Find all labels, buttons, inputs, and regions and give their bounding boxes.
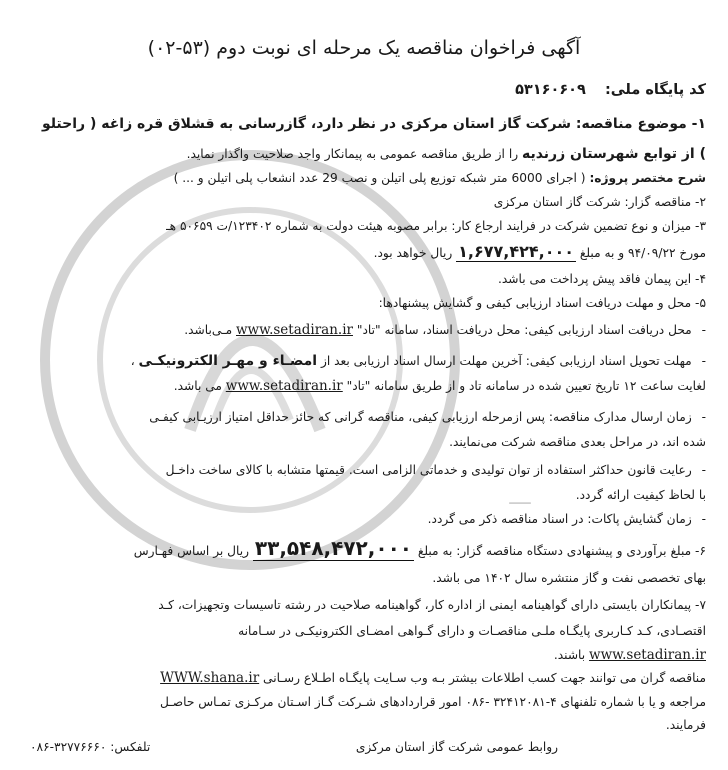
svg-text:—: —	[508, 488, 532, 516]
summary-line	[20, 170, 706, 186]
bullet4-line-b: با لحاظ کیفیت ارائه گردد.	[575, 488, 706, 502]
item5-line: ۵- محل و مهلت دریافت اسناد ارزیابی کیفی و گشایش پیشنهادها:	[378, 296, 706, 310]
item7-line-b: اقتصـادی، کـد کـاربری پایگـاه ملـی مناقصـات و دارای گـواهی امضـای الکترونیکـی در سـامانه	[238, 624, 706, 638]
summary-text: ( اجرای 6000 متر شبکه توزیع پلی اتیلن و نصب 29 عدد انشعاب پلی اتیلن و ... )	[173, 171, 586, 185]
item6-post: ریال بر اساس فهـارس	[133, 544, 250, 558]
bullet1-line	[20, 322, 706, 338]
bullet2-line-b	[20, 378, 706, 394]
item7-line-a: ۷- پیمانکاران بایستی دارای گواهینامه ایمنی از اداره کار، گواهینامه صلاحیت در رشته تاسیسات وتجهیزات، کـد	[158, 598, 706, 612]
item3-pre: مورخ ۹۴/۰۹/۲۲ و به مبلغ	[579, 246, 706, 260]
item6-line-b: بهای تخصصی نفت و گاز منتشره سال ۱۴۰۲ می باشد.	[432, 571, 706, 585]
item6-line-a	[20, 536, 706, 560]
setadiran-link-2[interactable]: www.setadiran.ir	[225, 378, 343, 394]
bullet2-line-a	[20, 353, 706, 369]
closing-pre: مناقصه گران می توانند جهت کسب اطلاعات بیشتر بـه وب سـایت پایگـاه اطـلاع رسـانی	[263, 671, 706, 685]
item3-post: ریال خواهد بود.	[373, 246, 453, 260]
bullet2-line2-pre: لغایت ساعت ۱۲ تاریخ تعیین شده در سامانه تاد و از طریق سامانه "تاد"	[346, 379, 706, 393]
item1-line-b	[20, 146, 706, 162]
bullet2-pre: مهلت تحویل اسناد ارزیابی کیفی: آخرین مهلت ارسال اسناد ارزیابی بعد از	[320, 354, 692, 368]
bullet1-post: مـی‌باشد.	[184, 323, 233, 337]
footer-fax: تلفکس: ۳۲۷۷۶۶۶۰-۰۸۶	[30, 740, 151, 754]
item7-line-c	[20, 647, 706, 663]
bullet5-line	[20, 511, 706, 527]
bullet4-line-a	[20, 462, 706, 478]
summary-label: شرح مختصر پروژه:	[589, 171, 706, 185]
item3-line-a: ۳- میزان و نوع تضمین شرکت در فرایند ارجاع کار: برابر مصوبه هیئت دولت به شماره ۱۲۳۴۰۲/ت ۵۰۶۵۹ هـ	[166, 219, 706, 233]
item7-post: باشند.	[553, 648, 586, 662]
bullet5-text: زمان گشایش پاکات: در اسناد مناقصه ذکر می گردد.	[427, 512, 692, 526]
closing-line-c: فرمایند.	[665, 718, 706, 732]
bullet1-pre: محل دریافت اسناد ارزیابی کیفی: محل دریافت اسناد، سامانه "تاد"	[356, 323, 692, 337]
setadiran-link-1[interactable]: www.setadiran.ir	[236, 322, 353, 338]
item1-rest: را از طریق مناقصه عمومی به پیمانکار واجد صلاحیت واگذار نماید.	[186, 147, 519, 161]
bullet-dash: -	[701, 512, 706, 526]
item3-amount: ۱,۶۷۷,۴۲۴,۰۰۰	[458, 242, 574, 261]
bullet3-text-a: زمان ارسال مدارک مناقصه: پس ازمرحله ارزیابی کیفی، مناقصه گرانی که حائز حداقل امتیاز ارزیـابی کیفـی	[149, 410, 692, 424]
item2-line: ۲- مناقصه گزار: شرکت گاز استان مرکزی	[493, 195, 706, 209]
bullet-dash: -	[701, 463, 706, 477]
item6-pre: ۶- مبلغ برآوردی و پیشنهادی دستگاه مناقصه گزار: به مبلغ	[417, 544, 706, 558]
bullet2-bold: امضـاء و مهـر الکترونیکـی	[138, 353, 318, 369]
national-code-line	[20, 82, 706, 98]
bullet3-line-a	[20, 409, 706, 425]
bullet2-post: ،	[130, 354, 135, 368]
bullet-dash: -	[701, 323, 706, 337]
item1-location: ) از توابع شهرستان زرندیه	[521, 146, 706, 162]
bullet-dash: -	[701, 410, 706, 424]
item3-line-b	[20, 244, 706, 261]
national-code-value: ۵۳۱۶۰۶۰۹	[515, 82, 586, 98]
footer-public-relations: روابط عمومی شرکت گاز استان مرکزی	[355, 740, 558, 754]
bullet2-line2-post: می باشد.	[173, 379, 222, 393]
item6-amount: ۳۳,۵۴۸,۴۷۲,۰۰۰	[254, 536, 412, 560]
bullet3-line-b: شده اند، در مراحل بعدی مناقصه شرکت می‌نمایند.	[449, 435, 706, 449]
closing-line-a	[20, 670, 706, 686]
bullet-dash: -	[701, 354, 706, 368]
item4-line: ۴- این پیمان فاقد پیش پرداخت می باشد.	[498, 272, 706, 286]
shana-link[interactable]: WWW.shana.ir	[160, 670, 260, 686]
item1-line-a: ۱- موضوع مناقصه: شرکت گاز استان مرکزی در نظر دارد، گازرسانی به قشلاق قره زاغه ( راحتلو	[41, 116, 706, 132]
page-title: آگهی فراخوان مناقصه یک مرحله ای نوبت دوم (۵۳-۰۲)	[147, 37, 581, 59]
closing-line-b: مراجعه و یا با شماره تلفنهای ۴-۳۲۴۱۲۰۸۱ -۰۸۶ امور قراردادهای شـرکت گـاز اسـتان مرکـزی تمـاس حاصـل	[159, 695, 706, 709]
bullet4-text-a: رعایت قانون حداکثر استفاده از توان تولیدی و خدماتی الزامی است. قیمتها متشابه با کالای ساخت داخـل	[165, 463, 692, 477]
setadiran-link-3[interactable]: www.setadiran.ir	[589, 647, 706, 663]
national-code-label: کد پایگاه ملی:	[604, 82, 706, 98]
